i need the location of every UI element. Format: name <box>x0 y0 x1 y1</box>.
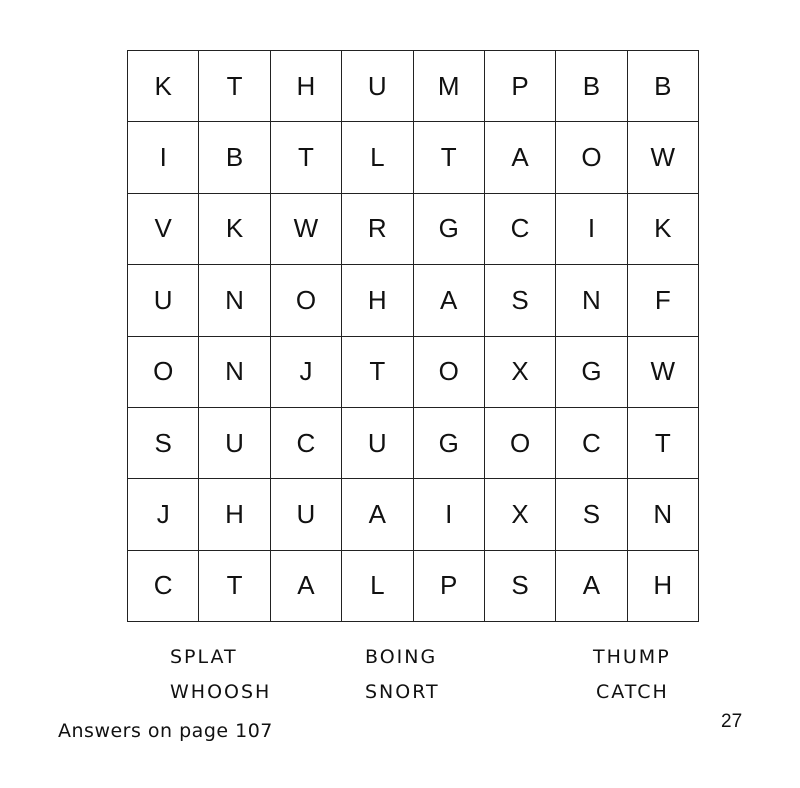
grid-cell: I <box>414 479 485 550</box>
grid-cell: U <box>128 265 199 336</box>
grid-cell: N <box>556 265 627 336</box>
word-list-item: SNORT <box>365 681 440 703</box>
grid-cell: O <box>485 408 556 479</box>
grid-cell: F <box>628 265 699 336</box>
grid-cell: T <box>342 337 413 408</box>
grid-cell: P <box>414 551 485 622</box>
word-list-item: THUMP <box>593 646 671 668</box>
grid-cell: I <box>556 194 627 265</box>
grid-cell: O <box>128 337 199 408</box>
grid-cell: J <box>271 337 342 408</box>
grid-cell: K <box>128 51 199 122</box>
grid-cell: G <box>556 337 627 408</box>
grid-cell: K <box>199 194 270 265</box>
grid-cell: G <box>414 194 485 265</box>
grid-cell: O <box>271 265 342 336</box>
grid-cell: R <box>342 194 413 265</box>
grid-cell: X <box>485 479 556 550</box>
grid-cell: H <box>271 51 342 122</box>
grid-cell: B <box>199 122 270 193</box>
grid-cell: H <box>342 265 413 336</box>
grid-cell: A <box>342 479 413 550</box>
grid-cell: A <box>485 122 556 193</box>
grid-cell: W <box>628 337 699 408</box>
grid-cell: N <box>199 337 270 408</box>
grid-cell: P <box>485 51 556 122</box>
grid-cell: L <box>342 551 413 622</box>
grid-cell: C <box>128 551 199 622</box>
grid-cell: T <box>199 551 270 622</box>
grid-cell: J <box>128 479 199 550</box>
grid-cell: T <box>199 51 270 122</box>
word-list-item: WHOOSH <box>170 681 272 703</box>
grid-cell: L <box>342 122 413 193</box>
word-list-item: SPLAT <box>170 646 238 668</box>
grid-cell: B <box>628 51 699 122</box>
grid-cell: W <box>271 194 342 265</box>
grid-cell: T <box>414 122 485 193</box>
grid-cell: X <box>485 337 556 408</box>
grid-cell: A <box>271 551 342 622</box>
grid-cell: B <box>556 51 627 122</box>
grid-cell: U <box>199 408 270 479</box>
grid-cell: G <box>414 408 485 479</box>
grid-cell: I <box>128 122 199 193</box>
grid-cell: A <box>556 551 627 622</box>
grid-cell: U <box>342 408 413 479</box>
grid-cell: N <box>628 479 699 550</box>
grid-cell: T <box>271 122 342 193</box>
grid-cell: S <box>485 551 556 622</box>
grid-cell: K <box>628 194 699 265</box>
answers-note: Answers on page 107 <box>58 720 273 742</box>
grid-cell: O <box>414 337 485 408</box>
grid-cell: S <box>556 479 627 550</box>
grid-cell: C <box>556 408 627 479</box>
page-number: 27 <box>721 711 743 732</box>
word-search-grid <box>127 50 699 622</box>
grid-cell: S <box>485 265 556 336</box>
grid-cell: W <box>628 122 699 193</box>
grid-cell: U <box>342 51 413 122</box>
word-list-item: CATCH <box>596 681 669 703</box>
word-list-item: BOING <box>365 646 438 668</box>
grid-cell: U <box>271 479 342 550</box>
grid-cell: C <box>271 408 342 479</box>
grid-cell: V <box>128 194 199 265</box>
grid-cell: A <box>414 265 485 336</box>
grid-cell: H <box>199 479 270 550</box>
grid-cell: S <box>128 408 199 479</box>
grid-cell: O <box>556 122 627 193</box>
grid-cell: M <box>414 51 485 122</box>
grid-cell: T <box>628 408 699 479</box>
grid-cell: N <box>199 265 270 336</box>
grid-cell: C <box>485 194 556 265</box>
grid-cell: H <box>628 551 699 622</box>
